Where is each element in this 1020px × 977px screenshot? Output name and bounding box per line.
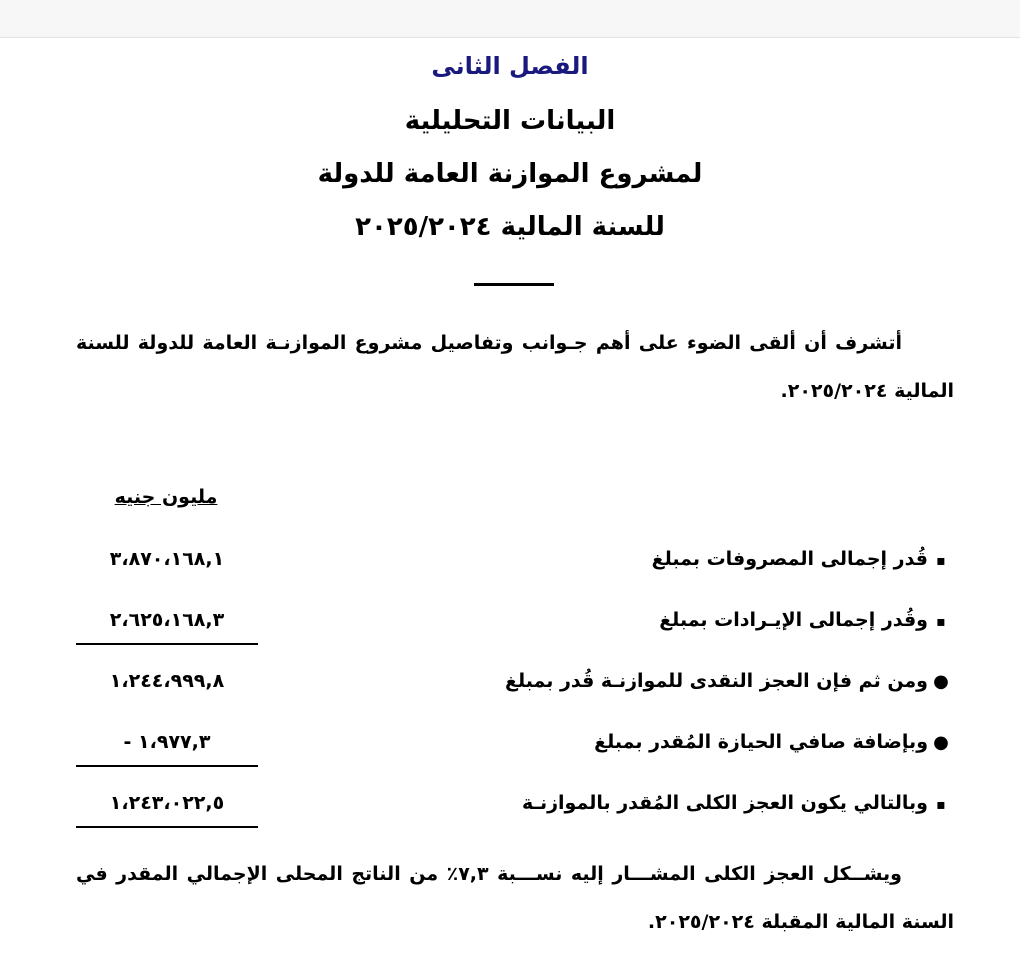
intro-paragraph — [76, 319, 954, 415]
line-item-label: ومن ثم فإن العجز النقدى للموازنـة قُدر بمبلغ — [504, 670, 928, 692]
square-bullet-icon: ▪ — [936, 614, 946, 630]
line-item-label: وبالتالي يكون العجز الكلى المُقدر بالموازنـة — [521, 792, 928, 814]
total-rule — [76, 826, 258, 828]
budget-line-item — [76, 539, 954, 579]
closing-paragraph-text: ويشــكل العجز الكلى المشـــار إليه نســـبة ٧,٣٪ من الناتج المحلى الإجمالي المقدر في السنة المالية المقبلة ٢٠٢٥/٢٠٢٤. — [76, 863, 954, 933]
line-item-label: وقُدر إجمالى الإيـرادات بمبلغ — [659, 609, 928, 631]
unit-label: مليون جنيه — [114, 486, 218, 508]
line-item-label: وبإضافة صافي الحيازة المُقدر بمبلغ — [594, 731, 928, 753]
line-item-label-wrap — [652, 539, 954, 581]
chapter-title: الفصل الثانى — [431, 52, 589, 80]
subtotal-rule — [76, 765, 258, 767]
title-line-3: للسنة المالية ٢٠٢٥/٢٠٢٤ — [355, 212, 665, 242]
budget-line-item — [76, 661, 954, 701]
viewer-top-bar — [0, 0, 1020, 38]
budget-line-item — [76, 722, 954, 762]
line-item-value: ١،٩٧٧,٣ - — [123, 731, 211, 753]
line-item-value: ٢،٦٢٥،١٦٨,٣ — [109, 609, 225, 631]
line-item-label: قُدر إجمالى المصروفات بمبلغ — [651, 548, 928, 570]
line-item-value: ١،٢٤٣،٠٢٢,٥ — [109, 792, 225, 814]
title-separator — [474, 283, 554, 286]
line-item-value: ٣،٨٧٠،١٦٨,١ — [109, 548, 225, 570]
line-item-label-wrap — [505, 661, 954, 702]
square-bullet-icon: ▪ — [936, 553, 946, 569]
title-line-2: لمشروع الموازنة العامة للدولة — [317, 159, 703, 189]
closing-paragraph — [76, 850, 954, 946]
round-bullet-icon: ● — [933, 732, 949, 753]
line-item-label-wrap — [594, 722, 954, 763]
square-bullet-icon: ▪ — [936, 797, 946, 813]
line-item-label-wrap — [522, 783, 954, 825]
budget-line-item — [76, 783, 954, 823]
intro-paragraph-text: أتشرف أن ألقى الضوء على أهم جـوانب وتفاصيل مشروع الموازنـة العامة للدولة للسنة المالية ٢٠٢٥/٢٠٢٤. — [76, 332, 954, 402]
round-bullet-icon: ● — [933, 671, 949, 692]
title-line-1: البيانات التحليلية — [404, 106, 616, 136]
line-item-value: ١،٢٤٤،٩٩٩,٨ — [109, 670, 225, 692]
budget-line-item — [76, 600, 954, 640]
subtotal-rule — [76, 643, 258, 645]
line-item-label-wrap — [659, 600, 954, 642]
